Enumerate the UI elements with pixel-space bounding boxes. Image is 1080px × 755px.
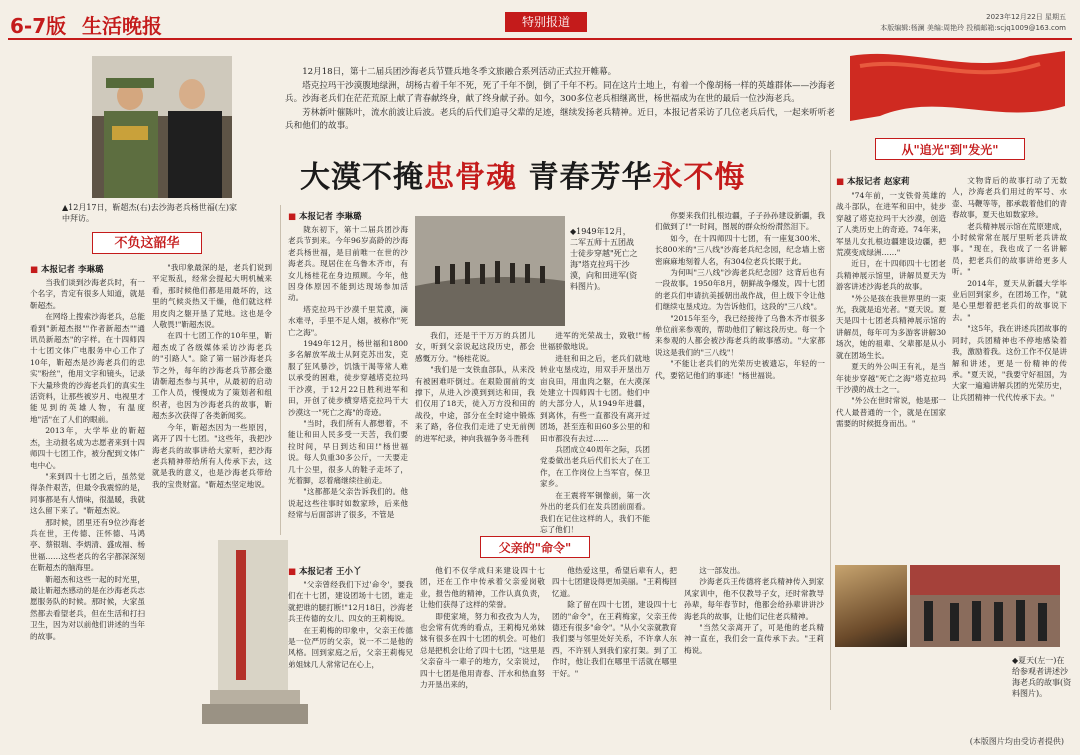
article-col-center-c xyxy=(540,330,650,534)
article-col-mid-d xyxy=(684,565,824,720)
headline-part: 青春芳华 xyxy=(517,160,653,195)
article-paragraph: 他们不仅学成归来建设四十七团，还在工作中传承着父亲爱岗敬业，报告他的精神，工作认真负责，让他们获得了这样的荣誉。 xyxy=(420,566,545,610)
page-number: 6-7版 xyxy=(10,14,67,38)
article-paragraph: 靳超杰和这些一起的时光里，最让靳超杰感动的是在沙海老兵志愿服务队的时候。那时候，大家虽然都去看望老兵，但在生活和打扫卫生，因为对以前他们讲述的当年的故事。 xyxy=(30,574,145,641)
guide-figures-icon xyxy=(910,565,1060,647)
article-col-mid-a xyxy=(288,579,413,719)
flag-icon xyxy=(830,46,1070,126)
article-paragraph: "外公是孩在我世界里的一束光，我就是追光者。"夏天说。夏天是四十七团老兵精神展示馆的讲解员，每年可为多游客讲解30场次，她的祖辈、父辈都是从小就在团场生长。 xyxy=(836,293,946,360)
headline-highlight: 忠骨魂 xyxy=(424,160,517,195)
main-headline xyxy=(300,152,820,196)
byline-right: ■ 本报记者 赵家莉 xyxy=(836,175,909,187)
header-rule xyxy=(8,38,1072,40)
photo-figures-icon xyxy=(92,56,232,198)
article-col-mid-c xyxy=(552,565,677,720)
article-paragraph: 进驻和田之后，老兵们就地转业屯垦戍边，用双手开垦出万亩良田，用血肉之躯，在大漠深处建立十四师四十七团。他们中的大部分人，从1949年进疆，到离休，有些一直都没有离开过团场，甚至连和田60多公里的和田市都没有去过…… xyxy=(540,353,650,443)
article-paragraph: 沙海老兵王传德将老兵精神传入到家风家训中，他不仅教导子女，还时常教导孙辈，每年春节时，他都会给孙辈讲讲沙海老兵的故事，让他们记住老兵精神。 xyxy=(684,577,824,621)
march-figures-icon xyxy=(415,216,565,326)
date-text: 2023年12月22日 星期五 xyxy=(986,13,1066,21)
article-paragraph: 我们，还是干干万万的兵团儿女，听到父亲说起这段历史，都会感慨万分。"杨桂花说。 xyxy=(415,331,535,363)
lead-paragraph: 塔克拉玛干沙漠腹地绿洲，胡杨古着千年不死，死了千年不倒，倒了千年不朽。同在这片土地上，有着一个像胡杨一样的英雄群体——沙海老兵。沙海老兵们在茫茫荒原上献了青春献终身，献了终身献子孙。如今，300多位老兵相继离世，杨世福成为在世的最后一位沙海老兵。 xyxy=(285,81,836,104)
article-lead xyxy=(285,66,840,134)
article-paragraph: 即使家境，努力和孜孜为人为，也会常有优秀的看点，王莉梅兄弟妹妹有很多在四十七团的机会。可他们总是把机会让给了四十七团，"这里是父亲奋斗一辈子的地方，父亲说过，四十七团是他用青春、汗水和热血努力开垦出来的， xyxy=(420,611,545,690)
headline-part: 大漠不掩 xyxy=(300,160,424,195)
article-paragraph: "2015年至今，我已经接待了乌鲁木齐市很多单位前来参观的，帮助他们了解这段历史。每一个来参观的人都会被沙海老兵的故事感动。"大家都说这是我们的"三八线"！ xyxy=(655,313,825,357)
article-col-left-1 xyxy=(30,277,145,707)
article-paragraph: 文物背后的故事打动了无数人，沙海老兵们用过的军号、水壶、马鞭等等，都承载着他们的青春故事，夏天也如数家珍。 xyxy=(952,176,1067,220)
article-col-center-a xyxy=(288,224,408,524)
lead-paragraph: 12月18日，第十二届兵团沙海老兵节暨兵地冬季文旅融合系列活动正式拉开帷幕。 xyxy=(302,67,617,77)
article-paragraph: "这5年，我在讲述兵团故事的同时，兵团精神也不停地感染着我，激励着我。这份工作不仅是讲解和讲述，更是一份精神的传承。"夏天说，"我要守好祖国，为大家一遍遍讲解兵团的光荣历史，让兵团精神一代代传承下去。" xyxy=(952,324,1067,402)
article-paragraph: 当我们谈到沙海老兵时，有一个名字，肯定有很多人知道，就是靳超杰。 xyxy=(30,278,145,310)
article-paragraph: "当然父亲离开了，可是他的老兵精神一直在，我们会一直传承下去。"王莉梅说。 xyxy=(684,623,824,655)
article-paragraph: 在王震将军铜像前，第一次外出的老兵们在发兵团前面看。我们在记住这样的人，我们不能忘了他们！ xyxy=(540,490,650,534)
article-paragraph: "来到四十七团之后，虽然觉得条件艰苦，但最令我震惊的是，同事都是有人情味，很温暖，我就这么留下来了。"靳超杰说。 xyxy=(30,471,145,516)
article-col-right-a xyxy=(836,190,946,560)
article-col-left-2 xyxy=(152,262,272,512)
article-paragraph: "不能让老兵们的光荣历史被遗忘，年轻的一代，要铭记他们的事迹！"杨世福说。 xyxy=(655,359,825,380)
article-paragraph: 近日，在十四师四十七团老兵精神展示馆里，讲解员夏天为游客讲述沙海老兵的故事。 xyxy=(836,259,946,292)
article-paragraph: 陇东初下，第十二届兵团沙海老兵节到来。今年96岁高龄的沙海老兵杨世福，是目前唯一在世的沙海老兵。现居住在乌鲁木齐市，有女儿杨桂花在身边照顾。今年，他因身体原因不能到达现场参加活动。 xyxy=(288,225,408,303)
article-paragraph: 在网络上搜索沙海老兵，总能看到"新超杰报""作者新超杰""通讯员新超杰"的字样。在十四师四十七团文体广电服务中心工作了10年，靳超杰是沙海老兵们的忠实"粉丝"，他用文字和镜头，记录下大量珍贵的沙海老兵们的真实生活资料，让那些被岁月、电视里才能见到的英雄人物，有温度地"活"在了人们的眼前。 xyxy=(30,312,145,424)
article-paragraph: 塔克拉玛干沙漠千里荒漠，滴水难寻，手里不足人烟，被称作"死亡之海"。 xyxy=(288,304,408,337)
photo-credit: (本版图片均由受访者提供) xyxy=(969,737,1064,746)
byline-center-bottom: ■ 本报记者 王小丫 xyxy=(288,565,361,577)
article-paragraph: 1949年12月，杨世福和1800多名解放军战士从阿克苏出发，克服了狂风暴沙，饥饿干渴等常人难以承受的困难，徒步穿越塔克拉玛干沙漠，于12月22日胜利进军和田，开创了徒步横穿塔克拉玛干大沙漠这一"死亡之海"的奇迹。 xyxy=(288,339,408,417)
article-paragraph: 兵团成立40周年之际，兵团党委做出老兵后代们长大了在工作，在工作岗位上当军官，保卫家乡。 xyxy=(540,445,650,489)
article-paragraph: "我印象最深的是，老兵们说到平定叛乱，经常会提起大明机械来看，那时候他们都是用最坏的，这里的气候炎热又干燥，他们就这样用皮肉之躯开垦了荒地。这也是令人敬畏!"靳超杰说。 xyxy=(152,263,272,330)
lead-paragraph: 芳林新叶催陈叶，流水前波让后波。老兵的后代们追寻父辈的足迹，继续发扬老兵精神。近日，本报记者采访了几位老兵后代，一起来听听老兵和他们的故事。 xyxy=(285,108,836,131)
article-paragraph: "74年前，一支铁骨英雄的战斗部队，在进军和田中，徒步穿越了塔克拉玛干大沙漠，创造了人类历史上的奇迹。74年来，军垦儿女扎根边疆建设边疆，把荒漠变成绿洲……" xyxy=(836,191,946,258)
caption-top-left: ▲12月17日，靳超杰(右)去沙海老兵杨世福(左)家中拜访。 xyxy=(62,203,237,223)
headline-highlight: 永不悔 xyxy=(652,160,746,195)
section-title-left: 不负这韶华 xyxy=(92,232,202,254)
article-paragraph: 那时候，团里还有9位沙海老兵在世，王传德、汪怀德、马鸿亭、蔡银瑞、李炳清、盛成福、杨世福……这些老兵的名字都深深刻在靳超杰的脑海里。 xyxy=(30,517,145,573)
date-line xyxy=(880,12,1066,34)
newspaper-name: 生活晚报 xyxy=(82,14,162,38)
article-col-center-b xyxy=(415,330,535,525)
article-paragraph: 2013年，大学毕业的靳超杰，主动报名成为志愿者来到十四师四十七团工作，被分配到文体广电中心。 xyxy=(30,426,145,470)
photo-exhibit-hall xyxy=(835,565,907,647)
caption-march: ◆1949年12月，二军五师十五团战士徒步穿越"死亡之海"塔克拉玛干沙漠，向和田进军(资料图片)。 xyxy=(570,227,638,291)
article-paragraph: 进军的光荣战士，致敬!"杨世福骄傲地说。 xyxy=(540,331,650,352)
column-divider xyxy=(830,150,831,710)
photo-guide-speaking xyxy=(910,565,1060,647)
byline-center-top: ■ 本报记者 李琳璐 xyxy=(288,210,361,222)
article-col-mid-b xyxy=(420,565,545,720)
article-paragraph: 2014年，夏天从新疆大学毕业后回到家乡，在团场工作，"就是心里想着把老兵们的故事说下去。" xyxy=(952,278,1067,322)
caption-bottom-right: ◆夏天(左一)在给参观者讲述沙海老兵的故事(资料图片)。 xyxy=(1012,656,1072,698)
article-paragraph: "父亲曾经我们下过'命令'，要我们在十七团，建设团场十七团，谁走就把谁的腿打断!"12月18日，沙海老兵王传德的女儿、四女的王莉梅说。 xyxy=(288,580,413,624)
article-paragraph: 除了留在四十七团，建设四十七团的"命令"，在王莉梅家，父亲王传德还有很多"命令"。"从小父亲就教育我们要与邻里处好关系，不许拿人东西，不许别人到我们家打架。到了工作时，他让我们在哪里干活就在哪里干好。" xyxy=(552,600,677,678)
article-paragraph: 如今，在十四师四十七团，有一座复300米、长800米的"三八线"沙海老兵纪念园，纪念墙上密密麻麻地刻着人名，有304位老兵长眠于此。 xyxy=(655,233,825,266)
section-title-right: 从"追光"到"发光" xyxy=(875,138,1025,160)
section-tag: 特别报道 xyxy=(505,12,587,32)
photo-march-desert xyxy=(415,216,565,326)
column-divider xyxy=(280,205,281,535)
photo-veteran-visit xyxy=(92,56,232,198)
article-col-center-d xyxy=(655,210,825,530)
byline-left: ■ 本报记者 李琳璐 xyxy=(30,263,103,275)
article-paragraph: 为何叫"三八线"沙海老兵纪念园？这背后也有一段故事。1950年8月，朝鲜战争爆发，四十七团的老兵们申请抗美援朝出战作战，但上级下令让他们继续屯垦戍边。为告诉他们，这段的"三八线"。 xyxy=(655,268,825,312)
article-paragraph: 在王莉梅的印象中，父亲王传德是一位严厉的父亲，说一不二是他的风格。回到家庭之后，父亲王莉梅兄弟姐妹几人常常记在心上， xyxy=(288,625,413,669)
article-paragraph: 老兵精神展示馆在荒原建成，小时候常常在展厅里听老兵讲故事。"现在，我也成了一名讲解员，把老兵们的故事讲给更多人听。" xyxy=(952,221,1067,277)
article-paragraph: "当时，我们所有人都想着，不能让和田人民多受一天苦，我们要拉时间，早日到达和田!"杨世福说。每人负重30多公斤，一天要走几十公里，很多人的鞋子走坏了，光着脚，忍着痛继续往前走。 xyxy=(288,418,408,485)
article-paragraph: "这都都是父亲告诉我们的。他说起这些往事时如数家珍，后来他经常与后面部讲了很多，不管是 xyxy=(288,487,408,520)
article-paragraph: 在四十七团工作的10年里，靳超杰成了各级媒体采访沙海老兵的"引路人"。除了第一届沙海老兵节之外，每年的沙海老兵节都会邀请靳超杰参与其中，从最初的启动工作人员，慢慢成为了策划者和组织者，也因为沙海老兵的故事，靳超杰多次获得了各类新闻奖。 xyxy=(152,331,272,421)
contact-text: 本版编辑:杨澜 美编:周艳玲 投稿邮箱:scjq1009@163.com xyxy=(880,24,1066,32)
article-paragraph: "外公在世时常说，他是那一代人最普通的一个，就是在国家需要的时候挺身而出。" xyxy=(836,396,946,429)
article-paragraph: 这一部发出。 xyxy=(699,566,745,575)
section-title-mid: 父亲的"命令" xyxy=(480,536,590,558)
article-paragraph: 他热爱这里，希望后辈有人，把四十七团建设得更加美丽。"王莉梅回忆道。 xyxy=(552,566,677,598)
article-paragraph: 夏天的外公叫王有礼，是当年徒步穿越"死亡之海"塔克拉玛干沙漠的战士之一。 xyxy=(836,362,946,394)
article-paragraph: "我们是一支铁血部队，从来没有被困难吓倒过。在艰险面前的支撑下，从进入沙漠到到达和田，我们仅用了18天，徒入万方没和田的战役，中途，部分在全时途中锻炼来了路，各位我们走进了史无前例的进军纪录，神向我福争务斗胜利 xyxy=(415,365,535,443)
article-paragraph: 今年，靳超杰因为一些原因，离开了四十七团。"这些年，我把沙海老兵的故事讲给大家听，把沙海老兵精神带给所有人传承下去，这就是我的意义，也是沙海老兵带给我的宝贵财富。"靳超杰坚定地说。 xyxy=(152,422,272,489)
red-flag-graphic xyxy=(830,46,1070,126)
article-paragraph: 你要来我们扎根边疆，子子孙孙建设新疆，我们做到了!"一时间，图展的群众纷纷潸然泪下。 xyxy=(655,211,825,232)
article-col-right-b xyxy=(952,175,1067,560)
